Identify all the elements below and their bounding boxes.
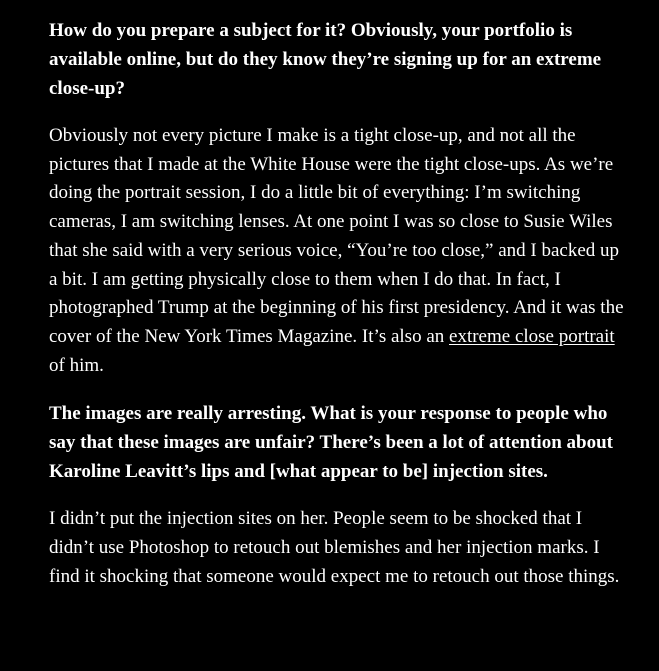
interview-question-2: The images are really arresting. What is your response to people who say that these images are unfair? There’s been a lot of attention about Karoline Leavitt’s lips and [what appear to be] injection sites. — [49, 403, 613, 483]
extreme-close-portrait-link[interactable]: extreme close portrait — [449, 325, 615, 347]
interview-answer-1 — [49, 122, 629, 380]
answer-1-text-end: of him. — [49, 354, 104, 376]
interview-answer-2: I didn’t put the injection sites on her. People seem to be shocked that I didn’t use Photoshop to retouch out blemishes and her injection marks. I find it shocking that someone would expect me to retouch out those things. — [49, 508, 620, 587]
article-body — [49, 16, 629, 610]
answer-1-text: Obviously not every picture I make is a tight close-up, and not all the pictures that I made at the White House were the tight close-ups. As we’re doing the portrait session, I do a little bit of everything: I’m switching cameras, I am switching lenses. At one point I was so close to Susie Wiles that she said with a very serious voice, “You’re too close,” and I backed up a bit. I am getting physically close to them when I do that. In fact, I photographed Trump at the beginning of his first presidency. And it was the cover of the New York Times Magazine. It’s also an — [49, 125, 624, 347]
interview-question-1: How do you prepare a subject for it? Obviously, your portfolio is available online, but do they know they’re signing up for an extreme close-up? — [49, 20, 602, 99]
